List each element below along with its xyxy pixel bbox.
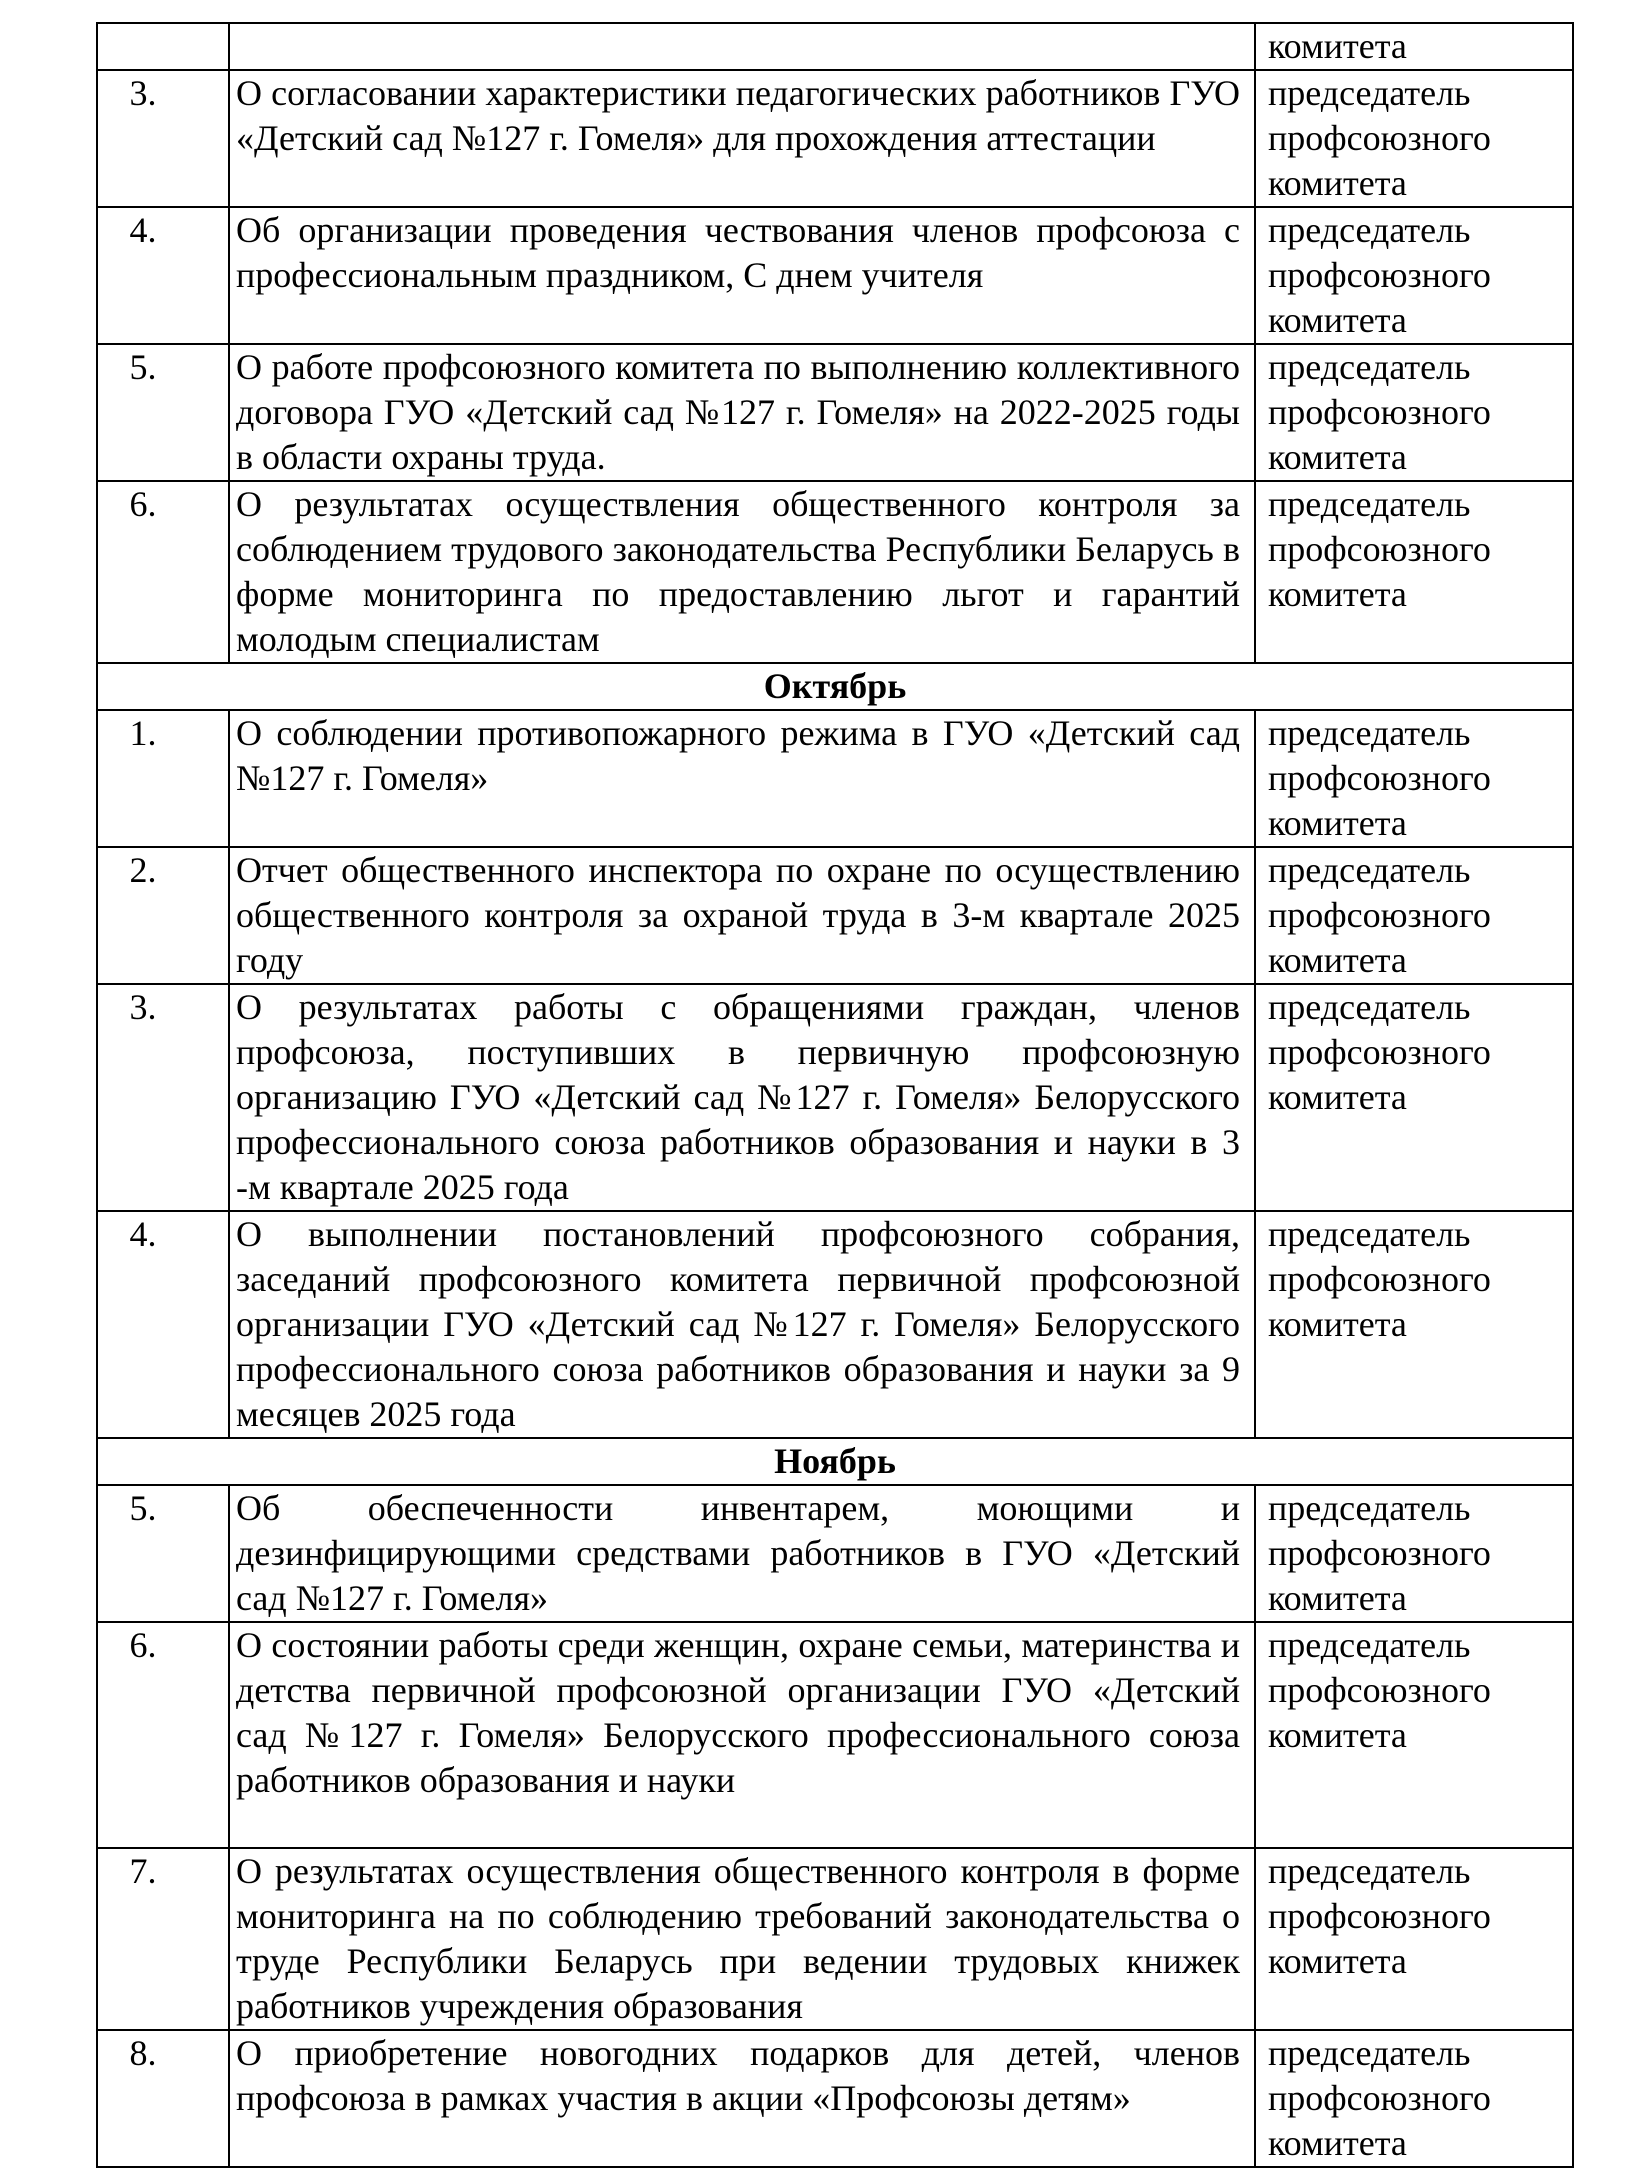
row-responsible: председатель профсоюзного комитета xyxy=(1255,344,1573,481)
row-topic: Отчет общественного инспектора по охране по осуществлению общественного контроля за охраной труда в 3-м квартале 2025 году xyxy=(229,847,1255,984)
row-number xyxy=(97,23,229,70)
row-number: 2. xyxy=(97,847,229,984)
row-responsible: председатель профсоюзного комитета xyxy=(1255,710,1573,847)
row-number: 4. xyxy=(97,207,229,344)
row-topic: Об организации проведения чествования членов профсоюза с профессиональным праздником, С днем учителя xyxy=(229,207,1255,344)
table-row xyxy=(97,1211,1573,1438)
table-row xyxy=(97,1485,1573,1622)
row-responsible: председатель профсоюзного комитета xyxy=(1255,2030,1573,2167)
row-topic xyxy=(229,23,1255,70)
row-topic: О результатах работы с обращениями граждан, членов профсоюза, поступивших в первичную профсоюзную организацию ГУО «Детский сад №127 г. Гомеля» Белорусского профессионального союза работников образования и науки в 3 -м квартале 2025 года xyxy=(229,984,1255,1211)
table-row xyxy=(97,23,1573,70)
row-topic: О результатах осуществления общественного контроля за соблюдением трудового законодательства Республики Беларусь в форме мониторинга по предоставлению льгот и гарантий молодым специалистам xyxy=(229,481,1255,663)
table-row xyxy=(97,847,1573,984)
table-row xyxy=(97,207,1573,344)
row-topic: О состоянии работы среди женщин, охране семьи, материнства и детства первичной профсоюзной организации ГУО «Детский сад №127 г. Гомеля» Белорусского профессионального союза работников образования и науки xyxy=(229,1622,1255,1848)
row-responsible: председатель профсоюзного комитета xyxy=(1255,984,1573,1211)
row-number: 5. xyxy=(97,1485,229,1622)
row-topic: О приобретение новогодних подарков для детей, членов профсоюза в рамках участия в акции «Профсоюзы детям» xyxy=(229,2030,1255,2167)
row-responsible: председатель профсоюзного комитета xyxy=(1255,1211,1573,1438)
row-responsible: комитета xyxy=(1255,23,1573,70)
row-responsible: председатель профсоюзного комитета xyxy=(1255,847,1573,984)
work-plan-table xyxy=(96,22,1574,2168)
row-number: 5. xyxy=(97,344,229,481)
table-row xyxy=(97,1848,1573,2030)
table-row xyxy=(97,481,1573,663)
table-row xyxy=(97,1622,1573,1848)
row-topic: О выполнении постановлений профсоюзного собрания, заседаний профсоюзного комитета первичной профсоюзной организации ГУО «Детский сад №127 г. Гомеля» Белорусского профессионального союза работников образования и науки за 9 месяцев 2025 года xyxy=(229,1211,1255,1438)
row-responsible: председатель профсоюзного комитета xyxy=(1255,1485,1573,1622)
month-heading-november xyxy=(97,1438,1573,1485)
row-topic: О соблюдении противопожарного режима в ГУО «Детский сад №127 г. Гомеля» xyxy=(229,710,1255,847)
row-number: 3. xyxy=(97,984,229,1211)
month-title: Октябрь xyxy=(97,663,1573,710)
table-row xyxy=(97,984,1573,1211)
row-topic: Об обеспеченности инвентарем, моющими и дезинфицирующими средствами работников в ГУО «Детский сад №127 г. Гомеля» xyxy=(229,1485,1255,1622)
row-number: 8. xyxy=(97,2030,229,2167)
row-number: 6. xyxy=(97,1622,229,1848)
month-title: Ноябрь xyxy=(97,1438,1573,1485)
row-responsible: председатель профсоюзного комитета xyxy=(1255,481,1573,663)
row-number: 7. xyxy=(97,1848,229,2030)
table-row xyxy=(97,70,1573,207)
row-number: 1. xyxy=(97,710,229,847)
table-row xyxy=(97,2030,1573,2167)
table-row xyxy=(97,710,1573,847)
row-responsible: председатель профсоюзного комитета xyxy=(1255,70,1573,207)
month-heading-october xyxy=(97,663,1573,710)
row-number: 4. xyxy=(97,1211,229,1438)
table-row xyxy=(97,344,1573,481)
row-topic: О результатах осуществления общественного контроля в форме мониторинга на по соблюдению требований законодательства о труде Республики Беларусь при ведении трудовых книжек работников учреждения образования xyxy=(229,1848,1255,2030)
row-responsible: председатель профсоюзного комитета xyxy=(1255,1622,1573,1848)
row-topic: О работе профсоюзного комитета по выполнению коллективного договора ГУО «Детский сад №127 г. Гомеля» на 2022-2025 годы в области охраны труда. xyxy=(229,344,1255,481)
row-number: 3. xyxy=(97,70,229,207)
row-number: 6. xyxy=(97,481,229,663)
row-responsible: председатель профсоюзного комитета xyxy=(1255,207,1573,344)
row-topic: О согласовании характеристики педагогических работников ГУО «Детский сад №127 г. Гомеля» для прохождения аттестации xyxy=(229,70,1255,207)
row-responsible: председатель профсоюзного комитета xyxy=(1255,1848,1573,2030)
